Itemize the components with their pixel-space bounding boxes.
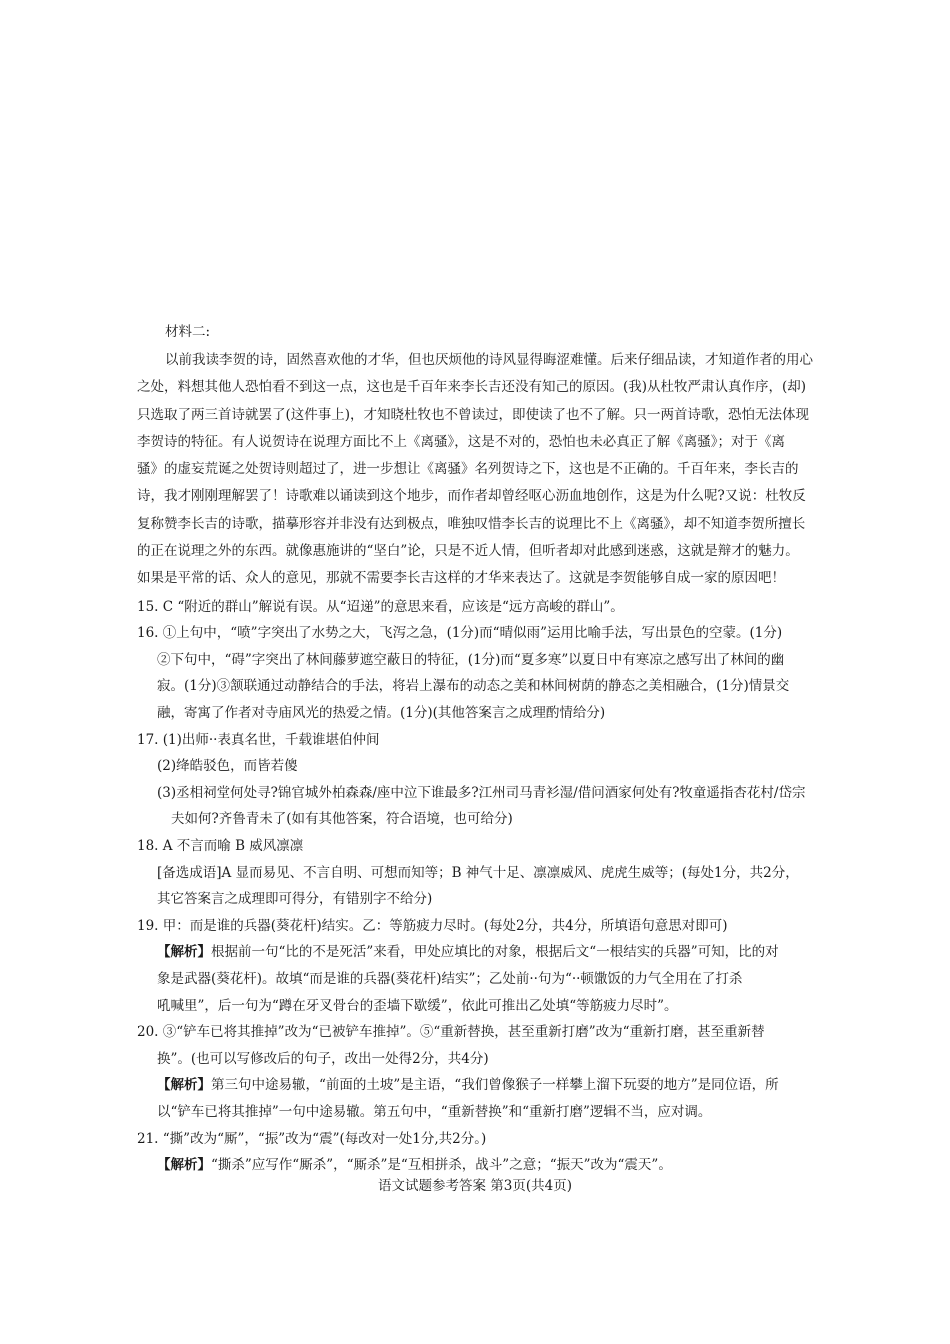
page-content <box>137 318 817 1179</box>
answer-16 <box>137 620 817 726</box>
answer-17-line: 夫如何?齐鲁青未了(如有其他答案，符合语境，也可给分) <box>171 811 513 828</box>
answer-17-line: (3)丞相祠堂何处寻?锦官城外柏森森/座中泣下谁最多?江州司马青衫湿/借问酒家何处有?牧童遥指杏花村/岱宗 <box>157 784 806 801</box>
analysis-text: 第三句中途易辙，“前面的土坡”是主语，“我们曾像猴子一样攀上溜下玩耍的地方”是同位语，所 <box>211 1077 779 1094</box>
answer-21-line: 21. “撕”改为“厮”，“振”改为“震”(每改对一处1分,共2分。) <box>137 1130 487 1147</box>
answer-18-line: 18. A 不言而喻 B 威风凛凛 <box>137 838 304 855</box>
analysis-tag: 【解析】 <box>157 1157 211 1174</box>
answer-16-line: ②下句中，“碍”字突出了林间藤萝遮空蔽日的特征，(1分)而“夏多寒”以夏日中有寒凉之感写出了林间的幽 <box>157 651 785 668</box>
analysis-text: “撕杀”应写作“厮杀”，“厮杀”是“互相拼杀，战斗”之意；“振天”改为“震天”。 <box>211 1157 672 1174</box>
passage-line: 之处，料想其他人恐怕看不到这一点，这也是千百年来李长吉还没有知己的原因。(我)从杜牧严肃认真作序，(却) <box>137 379 807 396</box>
answer-18-line: 其它答案言之成理即可得分，有错别字不给分) <box>157 891 433 908</box>
analysis-text: 根据前一句“比的不是死活”来看，甲处应填比的对象，根据后文“一根结实的兵器”可知，比的对 <box>211 944 779 961</box>
analysis-line <box>137 1072 817 1099</box>
material-heading: 材料二: <box>165 324 211 340</box>
answer-20-line: 换”。(也可以写修改后的句子，改出一处得2分，共4分) <box>157 1050 489 1067</box>
answer-21 <box>137 1126 817 1179</box>
answer-19-line: 19. 甲：而是谁的兵器(葵花杆)结实。乙：等筋疲力尽时。(每处2分，共4分，所填语句意思对即可) <box>137 917 728 934</box>
answer-16-line: 16. ①上句中，“喷”字突出了水势之大，飞泻之急，(1分)而“晴似雨”运用比喻手法，写出景色的空蒙。(1分) <box>137 625 783 642</box>
analysis-line: 吼喊里”，后一句为“蹲在牙叉骨台的歪墙下歇缓”，依此可推出乙处填“等筋疲力尽时”。 <box>157 997 678 1014</box>
material-passage <box>137 347 817 593</box>
answer-15: 15. C “附近的群山”解说有误。从“迢递”的意思来看，应该是“远方高峻的群山”。 <box>137 598 624 615</box>
passage-line: 复称赞李长吉的诗歌，描摹形容并非没有达到极点，唯独叹惜李长吉的说理比不上《离骚》，却不知道李贺所擅长 <box>137 515 806 532</box>
analysis-line: 以“铲车已将其推掉”一句中途易辙。第五句中，“重新替换”和“重新打磨”逻辑不当，应对调。 <box>157 1103 712 1120</box>
analysis-line: 象是武器(葵花杆)。故填“而是谁的兵器(葵花杆)结实”；乙处前··句为“··顿馓饭的力气全用在了打杀 <box>157 970 743 987</box>
answer-18-line: [备选成语]A 显而易见、不言自明、可想而知等；B 神气十足、凛凛威风、虎虎生威等；(每处1分，共2分， <box>157 864 799 881</box>
analysis-tag: 【解析】 <box>157 1077 211 1094</box>
answer-17 <box>137 727 817 833</box>
answer-16-line: 寂。(1分)③颔联通过动静结合的手法，将岩上瀑布的动态之美和林间树荫的静态之美相融合，(1分)情景交 <box>157 678 790 695</box>
passage-line: 李贺诗的特征。有人说贺诗在说理方面比不上《离骚》，这是不对的，恐怕也未必真正了解《离骚》；对于《离 <box>137 433 785 450</box>
passage-line: 的正在说理之外的东西。就像惠施讲的“坚白”论，只是不近人情，但听者却对此感到迷惑，这就是辩才的魅力。 <box>137 543 799 560</box>
answer-17-line: (2)绛皓驳色，而皆若傻 <box>157 758 298 775</box>
answer-list <box>137 594 817 1179</box>
analysis-tag: 【解析】 <box>157 944 211 961</box>
answer-18 <box>137 833 817 913</box>
passage-line: 只选取了两三首诗就罢了(这件事上)，才知晓杜牧也不曾读过，即使读了也不了解。只一两首诗歌，恐怕无法体现 <box>137 406 810 423</box>
page-footer: 语文试题参考答案 第3页(共4页) <box>377 1178 572 1194</box>
answer-17-line: 17. (1)出师··表真名世，千载谁堪伯仲间 <box>137 731 380 748</box>
answer-20 <box>137 1019 817 1125</box>
answer-19 <box>137 913 817 1019</box>
answer-20-line: 20. ③“铲车已将其推掉”改为“已被铲车推掉”。⑤“重新替换，甚至重新打磨”改为“重新打磨，甚至重新替 <box>137 1024 765 1041</box>
passage-line: 诗，我才刚刚理解罢了！诗歌难以诵读到这个地步，而作者却曾经呕心沥血地创作，这是为什么呢?又说：杜牧反 <box>137 488 806 505</box>
passage-line: 骚》的虚妄荒诞之处贺诗则超过了，进一步想让《离骚》名列贺诗之下，这也是不正确的。千百年来，李长吉的 <box>137 461 799 478</box>
answer-16-line: 融，寄寓了作者对寺庙风光的热爱之情。(1分)(其他答案言之成理酌情给分) <box>157 705 606 722</box>
passage-line: 如果是平常的话、众人的意见，那就不需要李长吉这样的才华来表达了。这就是李贺能够自成一家的原因吧！ <box>137 570 785 587</box>
analysis-line <box>137 939 817 966</box>
passage-line: 以前我读李贺的诗，固然喜欢他的才华，但也厌烦他的诗风显得晦涩难懂。后来仔细品读，才知道作者的用心 <box>165 352 813 368</box>
